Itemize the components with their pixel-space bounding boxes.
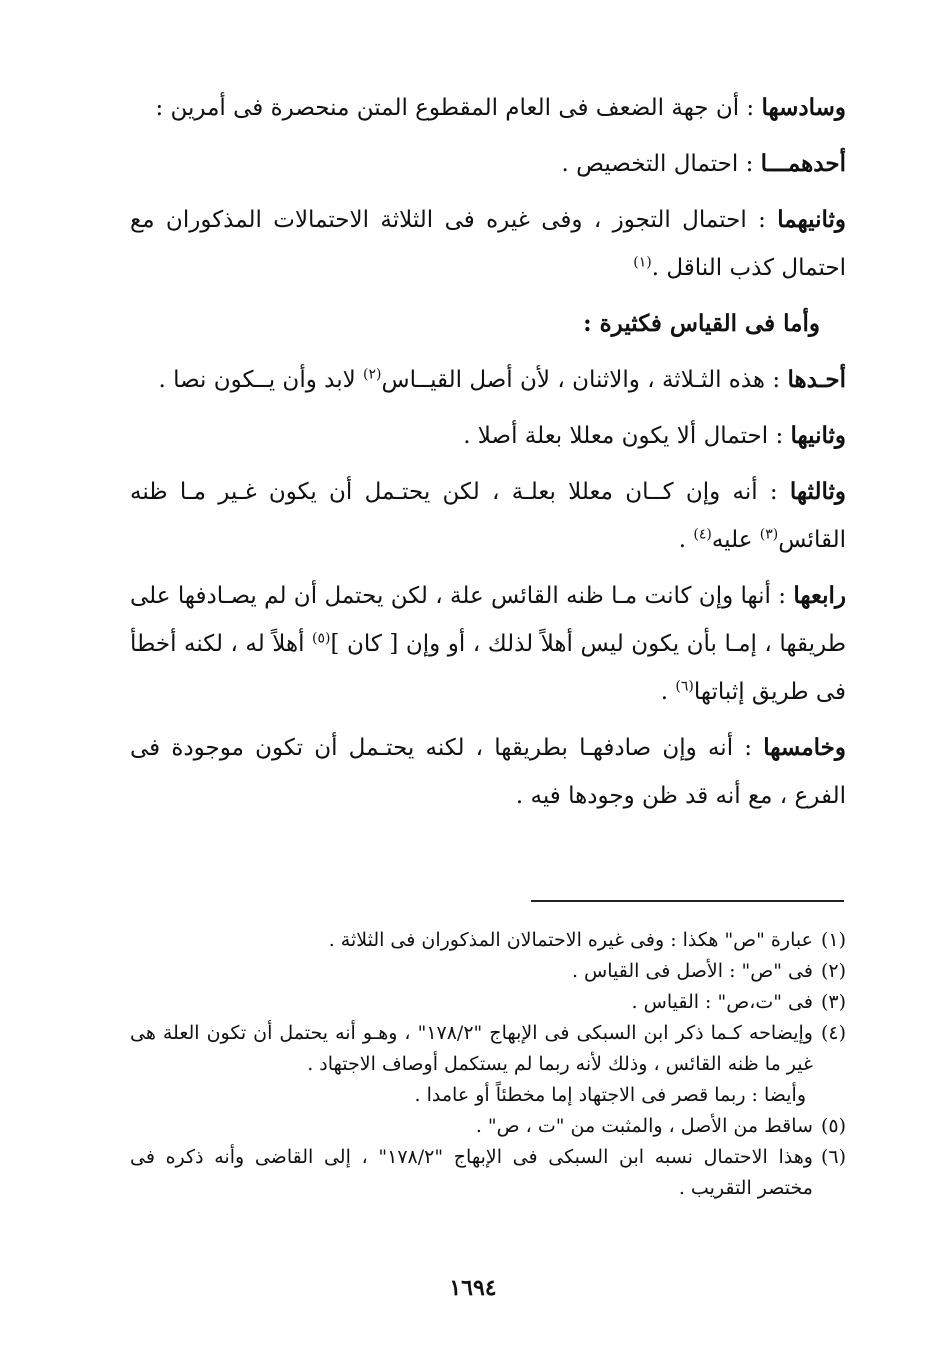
- footnote-item: [130, 1142, 846, 1204]
- paragraph-lead: وخامسها: [763, 734, 846, 761]
- paragraph-text: : احتمال التجوز ، وفى غيره فى الثلاثة الاحتمالات المذكوران مع احتمال كذب الناقل .: [130, 207, 846, 281]
- paragraph-text: : أن جهة الضعف فى العام المقطوع المتن منحصرة فى أمرين :: [155, 95, 762, 121]
- footnote-text: وهذا الاحتمال نسبه ابن السبكى فى الإبهاج "١٧٨/٢" ، إلى القاضى وأنه ذكره فى مختصر التقريب .: [130, 1146, 813, 1199]
- footnote-text: فى "ت،ص" : القياس .: [631, 991, 813, 1013]
- paragraph-sixth: [130, 84, 846, 132]
- footnote-number: (٥): [820, 1115, 846, 1137]
- footnotes: [130, 925, 846, 1204]
- paragraph-text: : هذه الثـلاثة ، والاثنان ، لأن أصل القيــاس: [381, 367, 788, 393]
- paragraph-text: : أنها وإن كانت مـا ظنه القائس علة ، لكن يحتمل أن لم يصـادفها على طريقها ، إمـا بأن يكون ليس أهلاً لذلك ، أو وإن [ كان ]: [130, 583, 846, 657]
- paragraph-lead: أحدهمـــا: [760, 150, 846, 177]
- paragraph-lead: وثالثها: [789, 478, 846, 505]
- footnote-number: (٤): [820, 1022, 846, 1044]
- paragraph-second-of-two: [130, 196, 846, 292]
- footnote-text: ساقط من الأصل ، والمثبت من "ت ، ص" .: [475, 1115, 813, 1137]
- paragraph-text: : أنه وإن كــان معللا بعلـة ، لكن يحتـمل أن يكون غـير مـا ظنه القائس: [130, 479, 846, 553]
- footnote-item: [130, 1111, 846, 1142]
- paragraph-lead: وسادسها: [761, 94, 846, 121]
- paragraph-third: [130, 468, 846, 564]
- footnote-ref: (١): [633, 254, 652, 271]
- footnote-number: (١): [820, 929, 846, 951]
- paragraph-text: .: [660, 679, 676, 705]
- footnote-text: عبارة "ص" هكذا : وفى غيره الاحتمالان المذكوران فى الثلاثة .: [328, 929, 813, 951]
- paragraph-text: عليه: [711, 527, 760, 553]
- paragraph-lead: وثانيهما: [777, 206, 846, 233]
- paragraph-fifth: [130, 724, 846, 820]
- footnote-item: [130, 987, 846, 1018]
- paragraph-lead: أحـدها: [787, 366, 846, 393]
- footnote-ref: (٢): [363, 366, 382, 383]
- footnote-ref: (٣): [759, 526, 779, 543]
- footnote-number: (٦): [820, 1146, 846, 1168]
- paragraph-first-of-two: [130, 140, 846, 188]
- footnote-number: (٣): [820, 991, 846, 1013]
- footnote-text: وإيضاحه كـما ذكر ابن السبكى فى الإبهاج "١٧٨/٢" ، وهـو أنه يحتمل أن تكون العلة هى غير ما ظنه القائس ، وذلك لأنه ربما لم يستكمل أوصاف الاجتهاد .: [130, 1022, 813, 1075]
- paragraph-fourth: [130, 572, 846, 716]
- footnote-item: [130, 1018, 846, 1080]
- footnote-item: [130, 956, 846, 987]
- paragraph-text: : أنه وإن صادفهـا بطريقها ، لكنه يحتـمل أن تكون موجودة فى الفرع ، مع أنه قد ظن وجودها فيه .: [130, 735, 846, 809]
- footnote-item: [130, 925, 846, 956]
- paragraph-lead: رابعها: [793, 582, 846, 609]
- footnote-ref: (٦): [675, 678, 694, 695]
- footnote-text: فى "ص" : الأصل فى القياس .: [571, 960, 813, 982]
- footnote-continuation: وأيضا : ربما قصر فى الاجتهاد إما مخطئاً أو عامدا .: [414, 1084, 806, 1106]
- paragraph-analogy-heading: وأما فى القياس فكثيرة :: [583, 310, 820, 337]
- footnote-ref: (٤): [693, 526, 712, 543]
- paragraph-lead: وثانيها: [790, 422, 846, 449]
- main-text: [130, 84, 846, 828]
- footnote-separator: [531, 900, 844, 902]
- paragraph-second: [130, 412, 846, 460]
- paragraph-text: .: [678, 527, 694, 553]
- paragraph-text: أهلاً له ، لكنه أخطأ فى طريق إثباتها: [130, 631, 846, 705]
- footnote-ref: (٥): [312, 630, 331, 647]
- paragraph-text: : احتمال ألا يكون معللا بعلة أصلا .: [463, 423, 791, 449]
- paragraph-text: لابد وأن يــكون نصا .: [158, 367, 364, 393]
- paragraph-first: [130, 356, 846, 404]
- paragraph-text: : احتمال التخصيص .: [561, 151, 761, 177]
- page-number: ١٦٩٤: [449, 1275, 497, 1301]
- footnote-number: (٢): [820, 960, 846, 982]
